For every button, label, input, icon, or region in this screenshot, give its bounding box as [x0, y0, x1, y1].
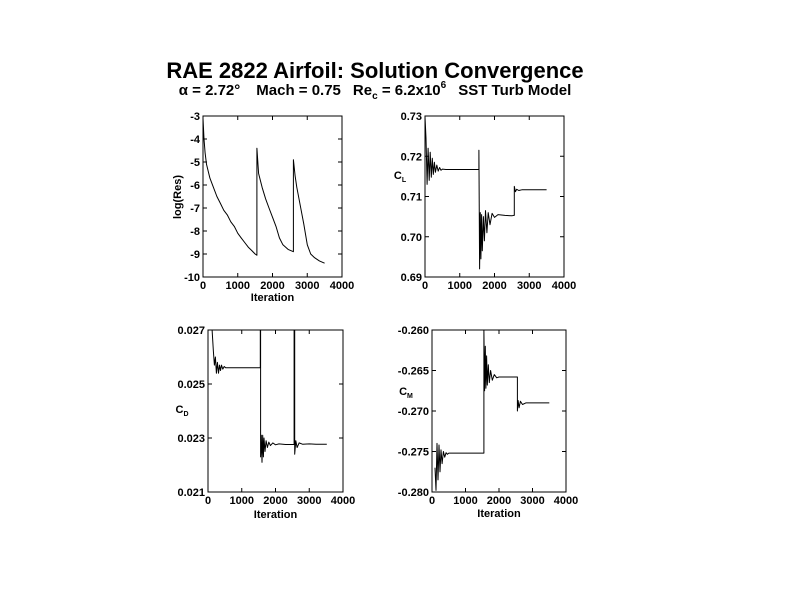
moment-series-line — [435, 330, 549, 490]
reynolds-subscript: c — [372, 91, 378, 102]
drag-x-tick-label: 1000 — [229, 495, 254, 507]
lift-x-tick-label: 0 — [421, 280, 429, 292]
moment-plot-frame — [432, 330, 566, 492]
moment-x-axis-label: Iteration — [477, 508, 521, 520]
lift-x-tick-label: 3000 — [517, 280, 542, 292]
drag-y-tick-label: 0.021 — [177, 487, 205, 499]
residual-x-tick-label: 2000 — [260, 280, 285, 292]
moment-coefficient-chart — [398, 325, 578, 520]
residual-series-line — [203, 118, 325, 263]
lift-series-line — [425, 117, 547, 269]
lift-y-tick-label: 0.70 — [400, 231, 422, 244]
reynolds-base: Re — [352, 82, 373, 99]
moment-y-tick-label: -0.260 — [397, 325, 429, 337]
drag-x-tick-label: 0 — [204, 495, 212, 507]
moment-x-tick-label: 3000 — [520, 495, 545, 507]
residual-y-tick-label: -5 — [190, 157, 200, 169]
drag-x-tick-label: 3000 — [297, 495, 322, 507]
moment-y-tick-label: -0.275 — [397, 446, 429, 459]
page-subtitle — [179, 80, 572, 102]
drag-y-tick-label: 0.025 — [177, 379, 205, 391]
moment-x-tick-label: 4000 — [553, 495, 579, 507]
residual-y-axis-label: log(Res) — [172, 175, 184, 219]
residual-y-tick-label: -9 — [190, 249, 200, 261]
lift-x-tick-label: 1000 — [447, 280, 472, 292]
residual-y-tick-label: -10 — [184, 272, 200, 284]
lift-y-tick-label: 0.69 — [400, 272, 422, 284]
moment-y-tick-label: -0.270 — [397, 406, 429, 418]
reynolds-exponent: 6 — [440, 80, 447, 91]
residual-x-tick-label: 0 — [199, 280, 207, 292]
lift-plot-frame — [425, 116, 564, 277]
drag-series-line — [212, 330, 327, 462]
residual-chart — [172, 111, 354, 304]
residual-x-axis-label: Iteration — [250, 292, 295, 304]
drag-plot-frame — [208, 330, 343, 492]
drag-y-tick-label: 0.027 — [177, 325, 205, 337]
residual-y-tick-label: -4 — [190, 134, 200, 146]
drag-y-tick-label: 0.023 — [177, 433, 205, 445]
moment-x-tick-label: 0 — [428, 495, 436, 507]
alpha-value: = 2.72° — [187, 82, 241, 99]
moment-y-tick-label: -0.280 — [397, 487, 429, 499]
residual-y-tick-label: -6 — [190, 180, 200, 192]
reynolds-value: = 6.2x10 — [377, 82, 441, 99]
residual-y-tick-label: -8 — [190, 226, 200, 238]
alpha-symbol: α — [178, 82, 188, 99]
moment-x-tick-label: 1000 — [453, 495, 478, 507]
moment-y-tick-label: -0.265 — [397, 365, 429, 378]
drag-x-tick-label: 2000 — [263, 495, 288, 507]
lift-y-tick-label: 0.73 — [400, 111, 422, 123]
residual-y-tick-label: -3 — [190, 111, 200, 123]
residual-x-tick-label: 4000 — [329, 280, 355, 292]
page-title: RAE 2822 Airfoil: Solution Convergence — [166, 58, 584, 83]
lift-x-tick-label: 2000 — [482, 280, 507, 292]
lift-y-tick-label: 0.71 — [400, 191, 422, 204]
drag-coefficient-chart — [175, 325, 355, 521]
lift-x-tick-label: 4000 — [551, 280, 577, 292]
lift-y-tick-label: 0.72 — [400, 151, 422, 164]
turbulence-model: SST Turb Model — [458, 82, 572, 99]
lift-y-axis-label: $C_L$ — [393, 170, 407, 184]
moment-x-tick-label: 2000 — [486, 495, 512, 507]
residual-x-tick-label: 1000 — [225, 280, 250, 292]
drag-x-axis-label: Iteration — [253, 509, 298, 521]
residual-y-tick-label: -7 — [190, 203, 200, 215]
drag-y-axis-label: $C_D$ — [175, 404, 189, 418]
residual-x-tick-label: 3000 — [295, 280, 320, 292]
moment-y-axis-label: $C_M$ — [399, 386, 413, 400]
lift-coefficient-chart — [394, 111, 576, 292]
residual-plot-frame — [203, 116, 342, 277]
mach-value: Mach = 0.75 — [256, 82, 341, 99]
drag-x-tick-label: 4000 — [330, 495, 356, 507]
